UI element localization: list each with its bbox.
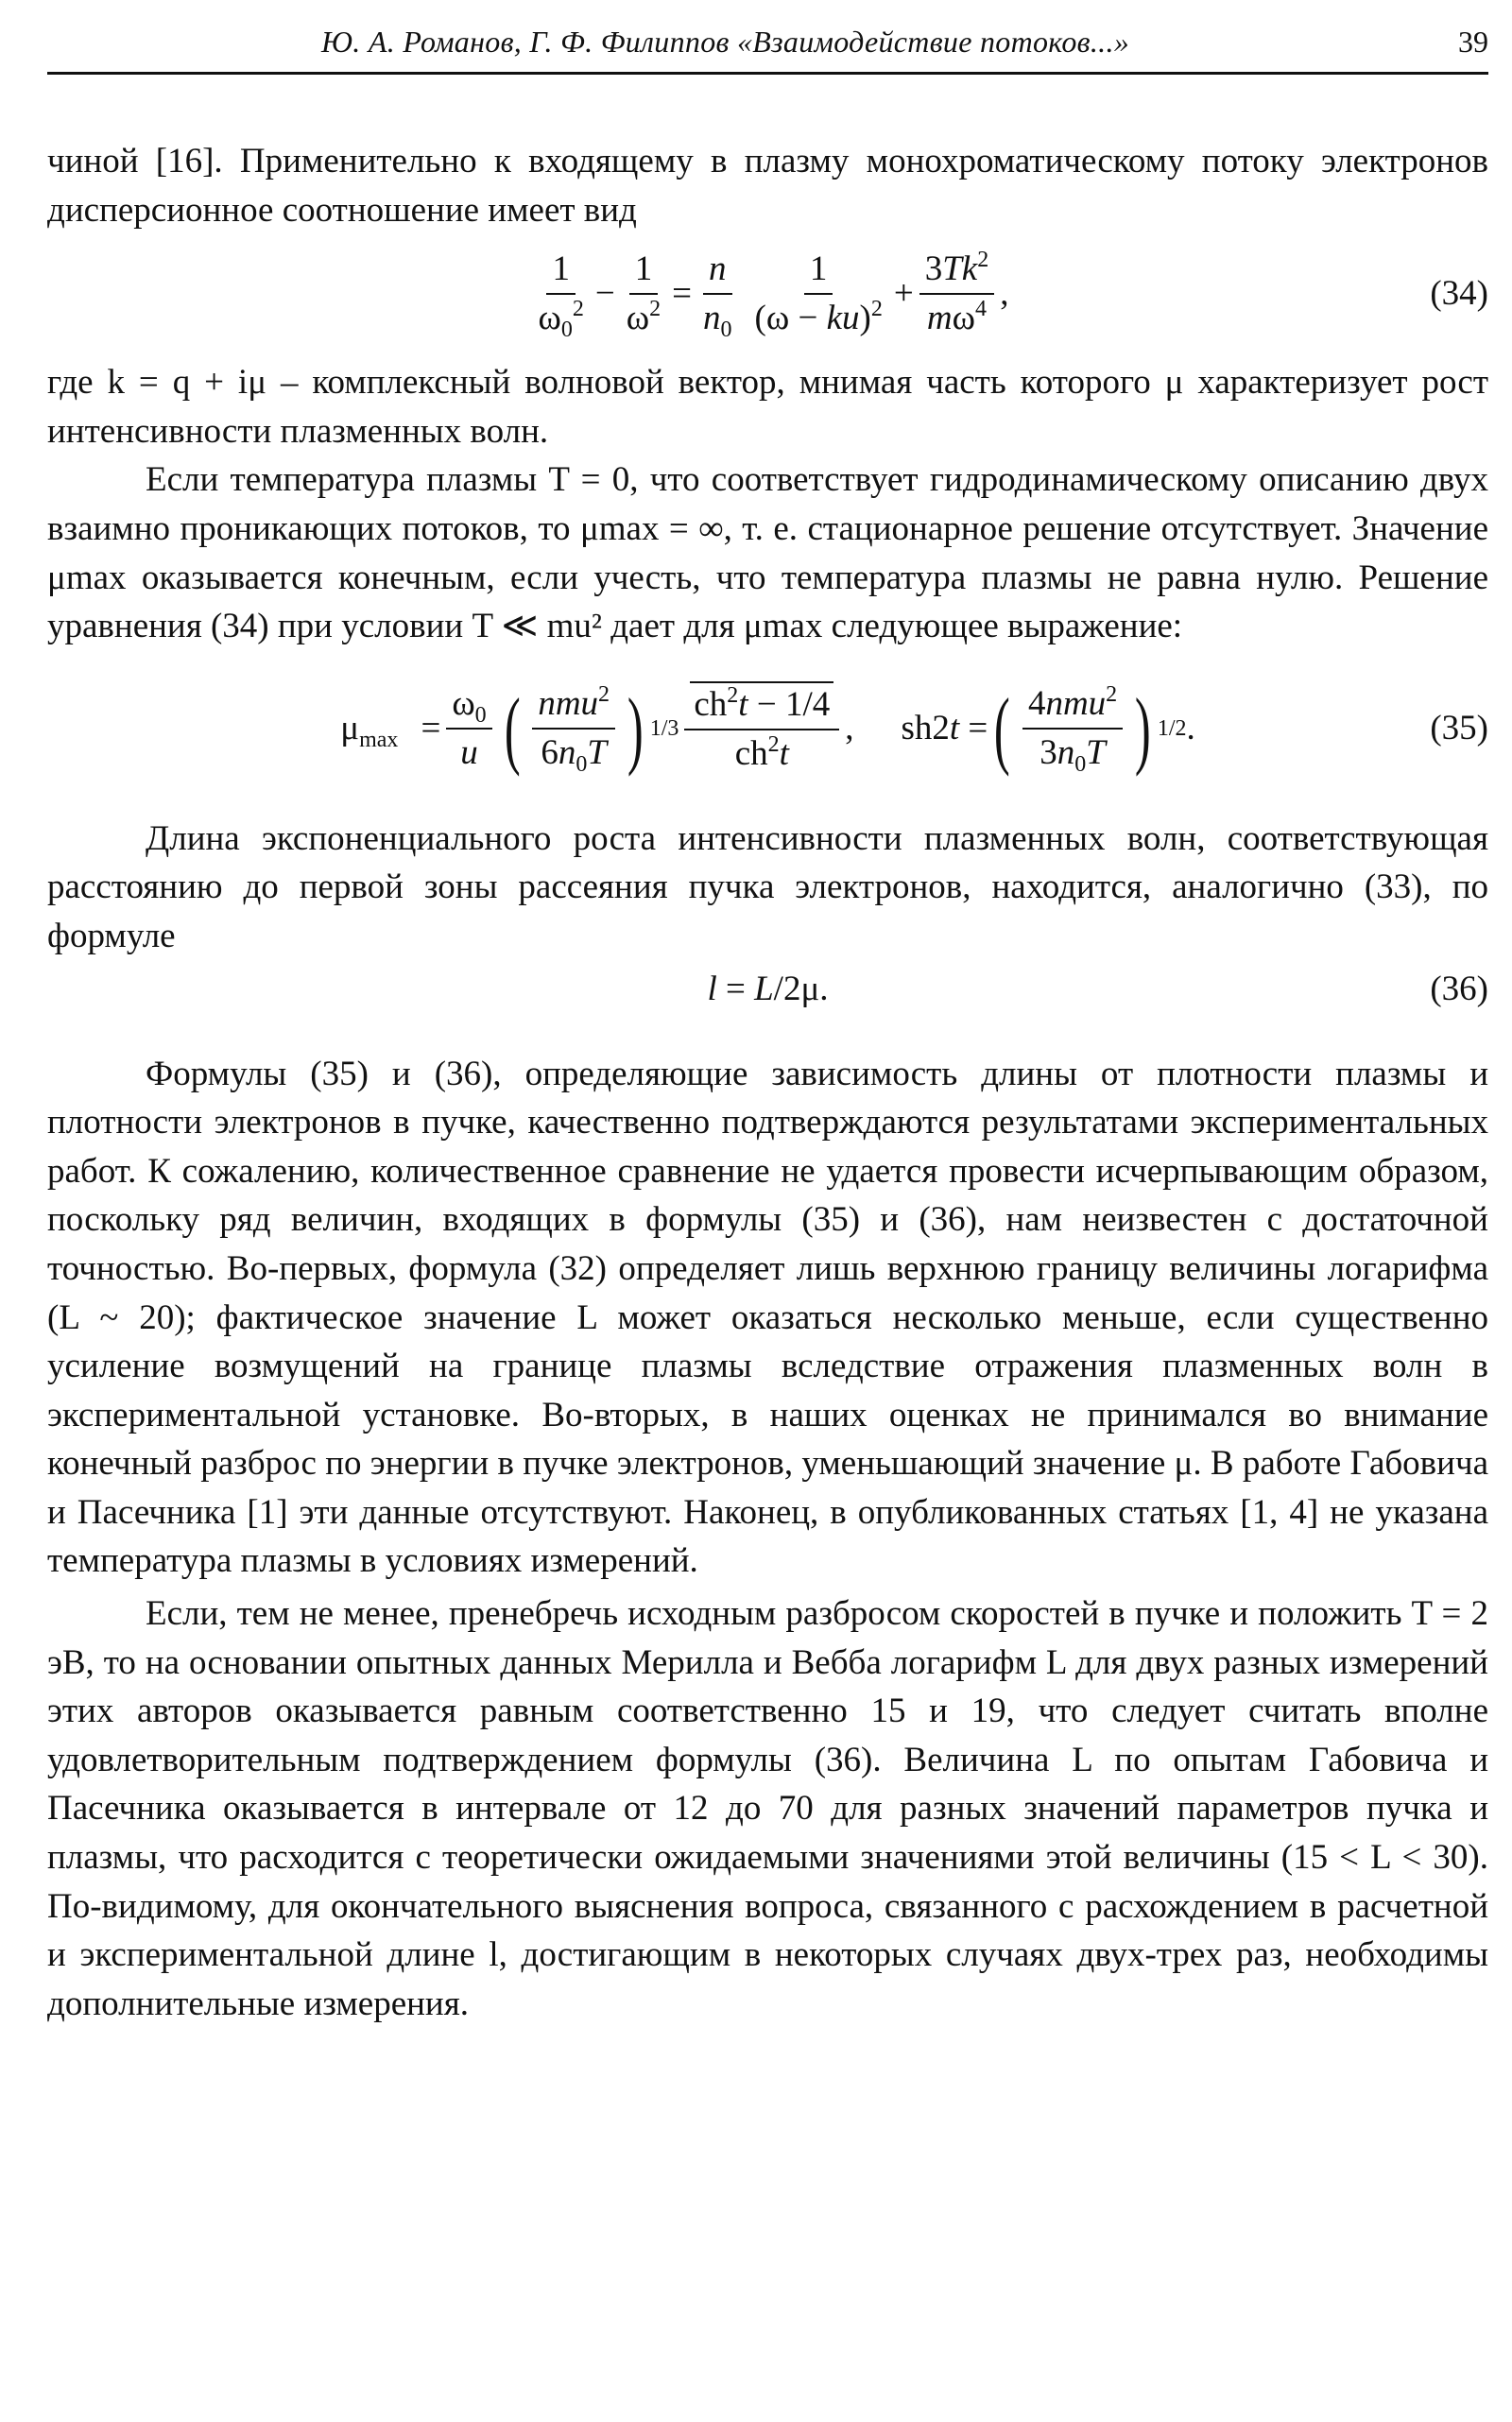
body-text	[47, 137, 1488, 2028]
paragraph-1: чиной [16]. Применительно к входящему в плазму монохроматическому потоку электронов дисперсионное соотношение имеет вид	[47, 142, 1488, 230]
equation-34-body: $\frac{1}{\omega_0^2}$ − $\frac{1}{\omega^2}$ = $\frac{n}{n_0}$ $\frac{1}{(\omega - ku)^2}$ + $\frac{3Tk^2}{m\omega^4}$ ,	[538, 247, 1009, 342]
paragraph-6: Если, тем не менее, пренебречь исходным разбросом скоростей в пучке и положить T = 2 эВ, то на основании опытных данных Мерилла и Вебба логарифм L для двух разных измерений этих авторов оказывается равным соответственно 15 и 19, что следует считать вполне удовлетворительным подтверждением формулы (36). Величина L по опытам Габовича и Пасечника оказывается в интервале от 12 до 70 для разных значений параметров пучка и плазмы, что расходится с теоретически ожидаемыми значениями этой величины (15 < L < 30). По-видимому, для окончательного выяснения вопроса, связанного с расхождением в расчетной и экспериментальной длине l, достигающим в некоторых случаях двух-трех раз, необходимы дополнительные измерения.	[47, 1594, 1488, 2023]
paragraph-3: Если температура плазмы T = 0, что соответствует гидродинамическому описанию двух взаимно проникающих потоков, то μmax = ∞, т. е. стационарное решение отсутствует. Значение μmax оказывается конечным, если учесть, что температура плазмы не равна нулю. Решение уравнения (34) при условии T ≪ mu² дает для μmax следующее выражение:	[47, 460, 1488, 646]
paragraph-2: где k = q + iμ – комплексный волновой вектор, мнимая часть которого μ характеризует рост интенсивности плазменных волн.	[47, 363, 1488, 451]
equation-36	[47, 961, 1488, 1018]
equation-34	[47, 234, 1488, 352]
page	[47, 19, 1488, 2028]
equation-35-body: $\mu_{max}$ = $\frac{\omega_0}{u}$ ( $\frac{nmu^2}{6n_0T}$ ) 1/3 $\frac{ch^2t - 1/4}{ch^2t}$ , sh2t = ( $\frac{4nmu^2}{3n_0T}$ ) 1/2 .	[340, 680, 1195, 778]
equation-36-body: l = L/2μ.	[707, 969, 829, 1008]
equation-35	[47, 651, 1488, 807]
header-title: Ю. А. Романов, Г. Ф. Филиппов «Взаимодействие потоков...»	[320, 25, 1130, 59]
equation-35-label: (35)	[1430, 709, 1488, 748]
paragraph-4: Длина экспоненциального роста интенсивности плазменных волн, соответствующая расстоянию до первой зоны рассеяния пучка электронов, находится, аналогично (33), по формуле	[47, 818, 1488, 955]
equation-36-label: (36)	[1430, 969, 1488, 1008]
equation-34-label: (34)	[1430, 273, 1488, 313]
running-header	[47, 19, 1488, 75]
page-number: 39	[1458, 25, 1488, 59]
paragraph-5: Формулы (35) и (36), определяющие зависимость длины от плотности плазмы и плотности электронов в пучке, качественно подтверждаются результатами экспериментальных работ. К сожалению, количественное сравнение не удается провести исчерпывающим образом, поскольку ряд величин, входящих в формулы (35) и (36), нам неизвестен с достаточной точностью. Во-первых, формула (32) определяет лишь верхнюю границу величины логарифма (L ~ 20); фактическое значение L может оказаться несколько меньше, если существенно усиление возмущений на границе плазмы вследствие отражения плазменных волн в экспериментальной установке. Во-вторых, в наших оценках не принимался во внимание конечный разброс по энергии в пучке электронов, уменьшающий значение μ. В работе Габовича и Пасечника [1] эти данные отсутствуют. Наконец, в опубликованных статьях [1, 4] не указана температура плазмы в условиях измерений.	[47, 1054, 1488, 1581]
